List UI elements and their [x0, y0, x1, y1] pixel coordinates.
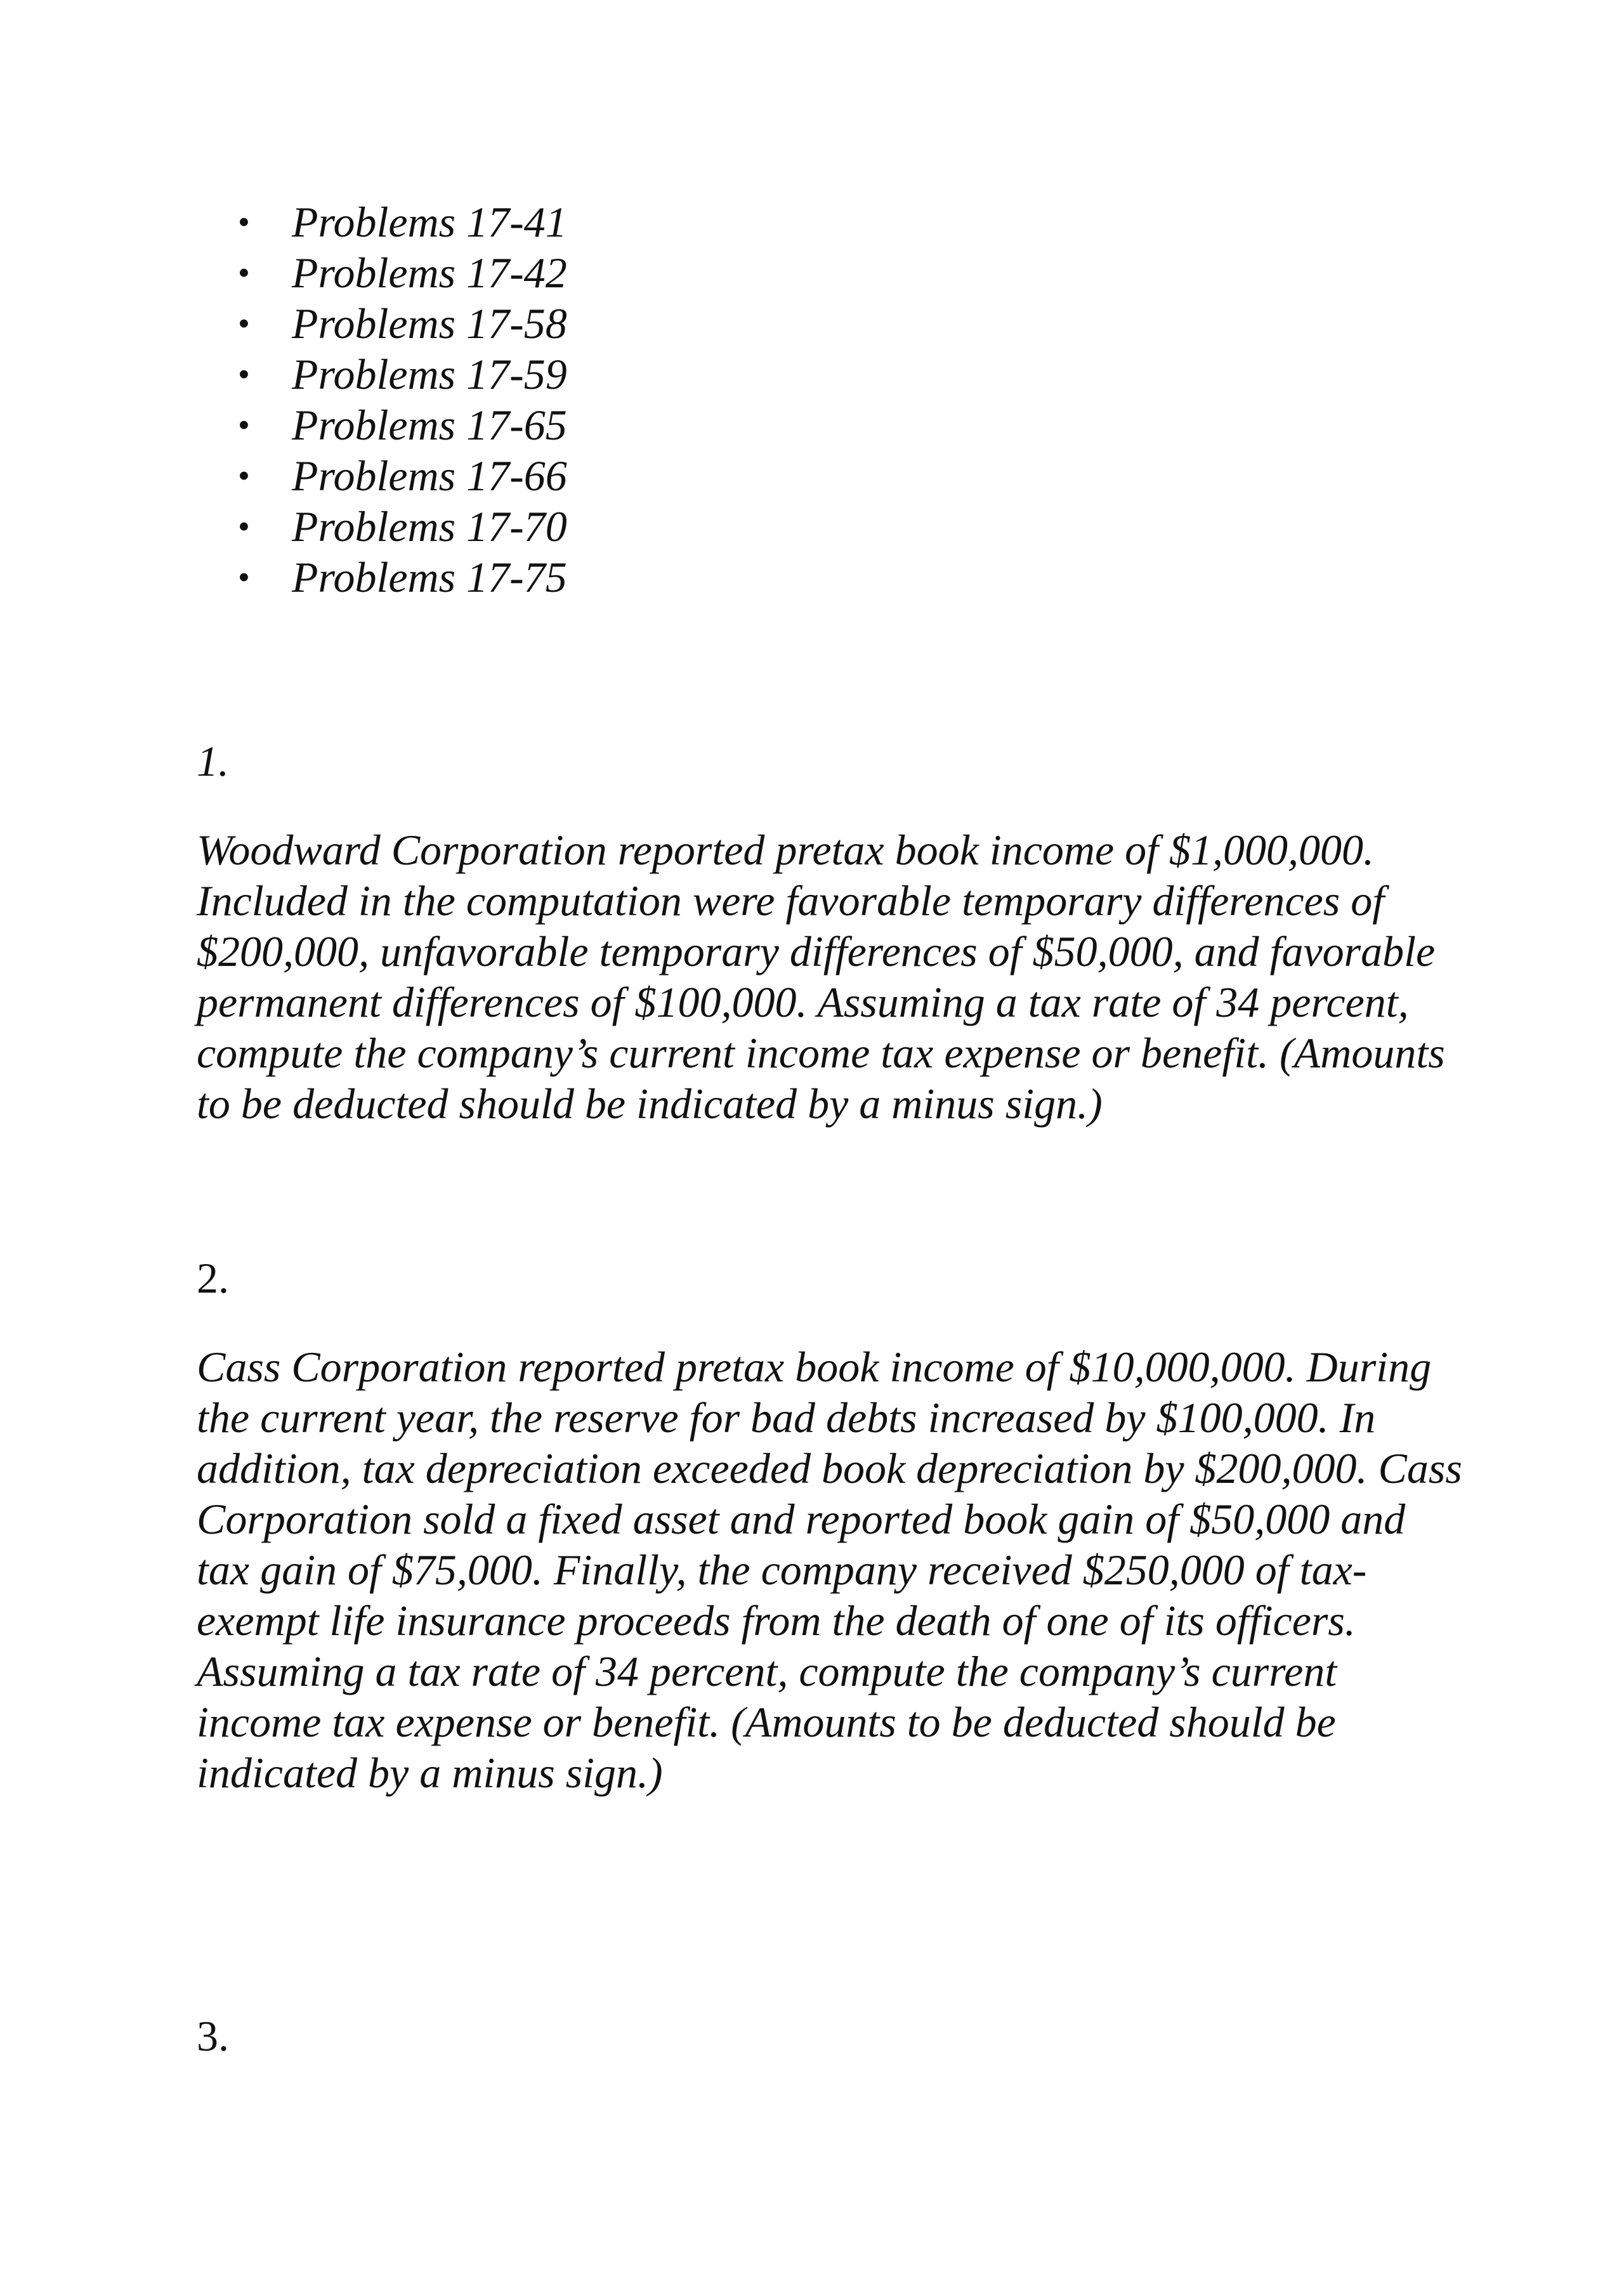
- question-1-text: Woodward Corporation reported pretax book income of $1,000,000. Included in the computation were favorable temporary differences of $200,000, unfavorable temporary differences of $50,000, and favorable permanent differences of $100,000. Assuming a tax rate of 34 percent, compute the company’s current income tax expense or benefit. (Amounts to be deducted should be indicated by a minus sign.): [197, 826, 1445, 1128]
- problem-list-item: • Problems 17-65: [292, 400, 567, 450]
- problem-list-item: • Problems 17-70: [292, 501, 567, 552]
- problem-list-item: • Problems 17-75: [292, 552, 567, 603]
- question-2-number: 2.: [197, 1254, 229, 1302]
- problem-list: [292, 197, 567, 603]
- question-2-text: Cass Corporation reported pretax book income of $10,000,000. During the current year, the reserve for bad debts increased by $100,000. In addition, tax depreciation exceeded book depreciation by $200,000. Cass Corporation sold a fixed asset and reported book gain of $50,000 and tax gain of $75,000. Finally, the company received $250,000 of tax-exempt life insurance proceeds from the death of one of its officers. Assuming a tax rate of 34 percent, compute the company’s current income tax expense or benefit. (Amounts to be deducted should be indicated by a minus sign.): [197, 1343, 1462, 1797]
- question-1-number: 1.: [197, 737, 229, 785]
- problem-list-item: • Problems 17-66: [292, 450, 567, 501]
- question-3-number: 3.: [197, 2012, 229, 2060]
- problem-list-item: • Problems 17-59: [292, 349, 567, 400]
- problem-list-item: • Problems 17-41: [292, 197, 567, 247]
- problem-list-item: • Problems 17-58: [292, 298, 567, 349]
- problem-list-item: • Problems 17-42: [292, 247, 567, 298]
